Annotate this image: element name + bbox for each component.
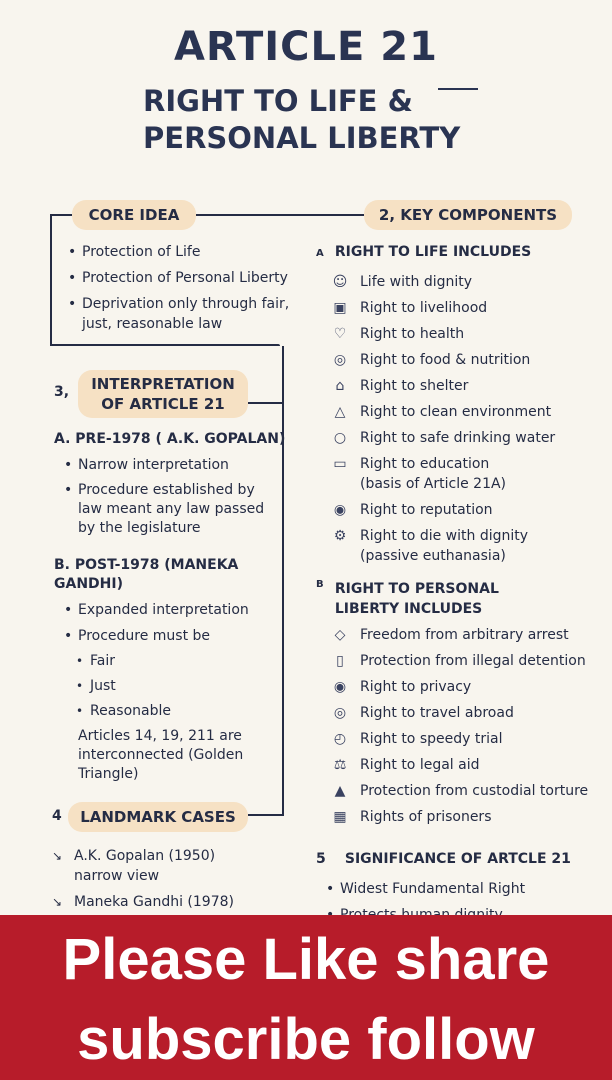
item-text: Right to privacy [360, 679, 472, 695]
item-text: Right to health [360, 326, 465, 342]
section-b-heading [316, 579, 586, 619]
item-text: Protection from custodial torture [360, 783, 589, 799]
list-item: • Protection of Personal Liberty [68, 268, 298, 288]
list-item: • Deprivation only through fair, just, reasonable law [68, 294, 298, 334]
connector-line [282, 346, 284, 814]
list-item: • Procedure established by law meant any law passed by the legislature [64, 481, 274, 538]
connector-line [248, 814, 284, 816]
connector-line [50, 214, 72, 216]
post-1978-list [64, 600, 274, 721]
case-detail: narrow view [74, 868, 160, 884]
apple-icon: ◎ [333, 352, 347, 368]
item-text: Right to shelter [360, 378, 469, 394]
golden-triangle-note: Articles 14, 19, 211 are interconnected (Golden Triangle) [78, 728, 244, 782]
item-text: Right to speedy trial [360, 731, 503, 747]
section-title: RIGHT TO LIFE INCLUDES [334, 244, 532, 260]
title-divider [438, 88, 478, 90]
post-1978-heading: B. POST-1978 (MANEKA GANDHI) [54, 557, 239, 592]
arrow-icon: ↘ [52, 895, 63, 909]
interpretation-heading-line1: INTERPRETATION [91, 375, 235, 393]
item-text: Freedom from arbitrary arrest [360, 627, 569, 643]
connector-line [192, 214, 364, 216]
list-item: • Protection of Life [68, 242, 298, 262]
connector-line [248, 402, 284, 404]
page-subtitle-line1: RIGHT TO LIFE & [143, 84, 413, 118]
case-item [50, 892, 280, 912]
lock-icon: ▯ [336, 653, 344, 669]
clock-icon: ◴ [333, 731, 347, 747]
list-item: • Widest Fundamental Right [326, 879, 596, 899]
item-text: Right to education (basis of Article 21A) [360, 456, 507, 492]
key-components-heading: 2, KEY COMPONENTS [364, 200, 572, 230]
house-icon: ⌂ [335, 378, 345, 394]
core-idea-list [68, 242, 298, 334]
significance-title: SIGNIFICANCE OF ARTCLE 21 [344, 851, 571, 867]
connector-line [50, 214, 52, 344]
interpretation-heading-line2: OF ARTICLE 21 [101, 395, 225, 413]
prison-icon: ▦ [333, 809, 347, 825]
page-subtitle-line2: PERSONAL LIBERTY [143, 121, 461, 155]
banner-line2: subscribe follow [77, 1007, 535, 1072]
item-text: Protection from illegal detention [360, 653, 586, 669]
shield-icon: ▲ [334, 783, 346, 799]
significance-heading [316, 851, 571, 867]
item-text: Life with dignity [360, 274, 473, 290]
heart-icon: ♡ [333, 326, 347, 342]
scales-icon: ⚖ [333, 757, 347, 773]
pre-1978-list [64, 456, 274, 538]
tree-icon: △ [334, 404, 346, 420]
item-text: Right to reputation [360, 502, 493, 518]
item-text: Right to food & nutrition [360, 352, 531, 368]
item-text: Rights of prisoners [360, 809, 492, 825]
interpretation-number: 3, [54, 384, 70, 400]
sub-list-item: • Reasonable [72, 701, 274, 721]
page-title: ARTICLE 21 [174, 24, 438, 70]
item-text: Right to die with dignity (passive euthanasia) [360, 528, 529, 564]
list-item: • Procedure must be [64, 626, 274, 646]
sub-list-item: • Fair [72, 651, 274, 671]
section-letter: B [316, 579, 324, 590]
section-title: RIGHT TO PERSONAL LIBERTY INCLUDES [334, 581, 499, 617]
briefcase-icon: ▣ [333, 300, 347, 316]
connector-line [50, 344, 280, 346]
case-name: A.K. Gopalan (1950) [74, 848, 216, 864]
interpretation-heading [78, 370, 248, 418]
item-text: Right to travel abroad [360, 705, 514, 721]
case-name: Maneka Gandhi (1978) [74, 894, 234, 910]
pre-1978-heading: A. PRE-1978 ( A.K. GOPALAN) [54, 431, 286, 447]
arrow-icon: ↘ [52, 849, 63, 863]
gear-icon: ⚙ [333, 528, 347, 544]
item-text: Right to safe drinking water [360, 430, 556, 446]
landmark-number: 4 [52, 808, 62, 824]
water-drop-icon: ○ [333, 430, 347, 446]
significance-number: 5 [316, 851, 326, 867]
globe-icon: ◎ [333, 705, 347, 721]
banner-line1: Please Like share [62, 927, 550, 992]
handcuff-icon: ◇ [334, 627, 346, 643]
item-text: Right to livelihood [360, 300, 488, 316]
badge-icon: ◉ [333, 502, 347, 518]
item-text: Right to clean environment [360, 404, 552, 420]
sub-list-item: • Just [72, 676, 274, 696]
case-item [50, 846, 280, 886]
list-item: • Narrow interpretation [64, 456, 274, 475]
list-item: • Expanded interpretation [64, 600, 274, 620]
eye-icon: ◉ [333, 679, 347, 695]
landmark-list [50, 846, 280, 912]
core-idea-heading: CORE IDEA [72, 200, 196, 230]
item-text: Right to legal aid [360, 757, 480, 773]
section-a-heading [316, 244, 531, 260]
section-letter: A [316, 248, 324, 259]
person-icon: ☺ [332, 274, 348, 290]
book-icon: ▭ [333, 456, 347, 472]
landmark-heading: LANDMARK CASES [68, 802, 248, 832]
